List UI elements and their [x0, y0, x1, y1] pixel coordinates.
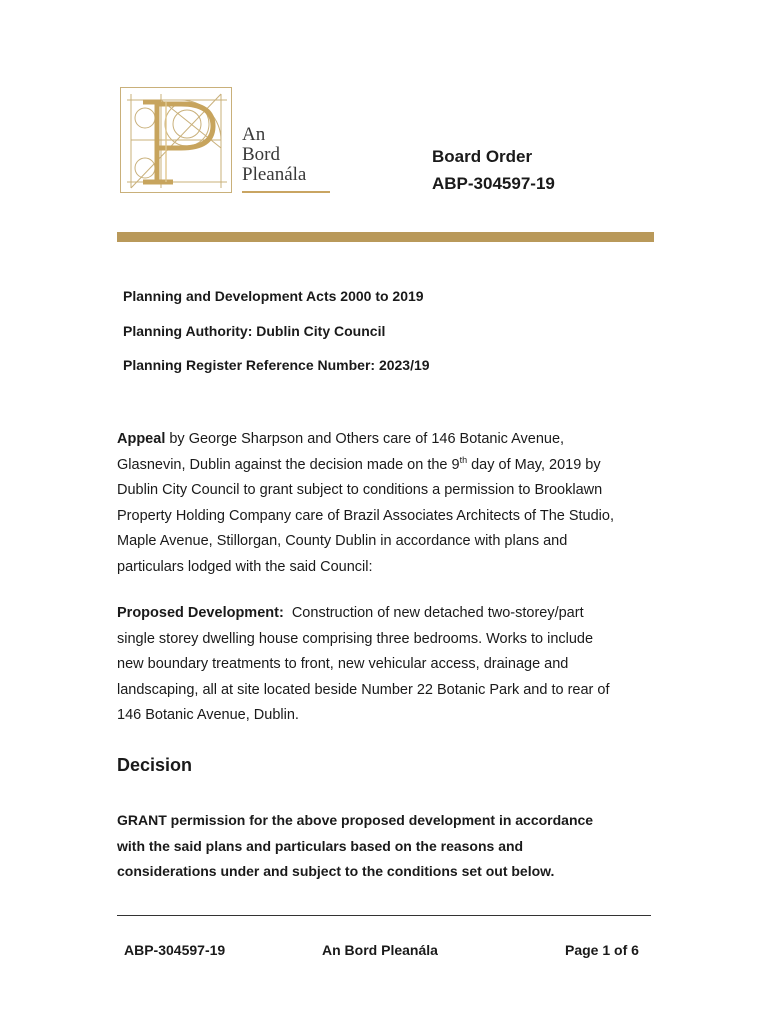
appeal-line-5: Maple Avenue, Stillorgan, County Dublin in accordance with plans and [117, 533, 568, 549]
decision-line-3: considerations under and subject to the conditions set out below. [117, 863, 555, 879]
logo-word-2: Bord [242, 144, 280, 165]
proposed-development-paragraph [117, 601, 662, 729]
register-reference-line: Planning Register Reference Number: 2023/19 [123, 357, 430, 373]
appeal-paragraph [117, 427, 662, 580]
authority-line: Planning Authority: Dublin City Council [123, 322, 386, 339]
appeal-label: Appeal [117, 431, 166, 447]
acts-line: Planning and Development Acts 2000 to 2019 [123, 288, 424, 304]
document-reference: ABP-304597-19 [432, 174, 555, 193]
proposed-line-5: 146 Botanic Avenue, Dublin. [117, 707, 299, 723]
footer-divider [117, 915, 651, 916]
appeal-line-1: by George Sharpson and Others care of 146 Botanic Avenue, [165, 431, 565, 447]
appeal-line-3: Dublin City Council to grant subject to conditions a permission to Brooklawn [117, 482, 603, 498]
appeal-line-2-start: Glasnevin, Dublin against the decision made on the 9 [117, 456, 460, 473]
logo-word-1: An [242, 124, 266, 145]
proposed-line-1: Construction of new detached two-storey/part [283, 605, 584, 621]
proposed-label: Proposed Development: [117, 605, 284, 621]
appeal-line-2-end: day of May, 2019 by [467, 456, 601, 473]
planning-meta [123, 286, 430, 390]
proposed-line-2: single storey dwelling house comprising three bedrooms. Works to include [117, 630, 594, 647]
document-title-block [432, 143, 555, 197]
proposed-line-3: new boundary treatments to front, new vehicular access, drainage and [117, 656, 569, 672]
logo-word-3: Pleanála [242, 164, 307, 185]
logo-wordmark [242, 125, 306, 185]
footer-organisation: An Bord Pleanála [322, 942, 438, 958]
decision-line-1: GRANT permission for the above proposed development in accordance [117, 812, 594, 828]
proposed-line-4: landscaping, all at site located beside Number 22 Botanic Park and to rear of [117, 681, 610, 698]
decision-line-2: with the said plans and particulars based on the reasons and [117, 837, 524, 854]
logo-emblem-icon [120, 87, 232, 193]
appeal-line-6: particulars lodged with the said Council: [117, 558, 373, 575]
organisation-logo [120, 87, 335, 197]
document-type: Board Order [432, 147, 533, 166]
decision-heading: Decision [117, 755, 193, 775]
logo-underline [242, 191, 330, 193]
decision-text [117, 808, 593, 885]
footer-page-number: Page 1 of 6 [565, 942, 639, 958]
ordinal-suffix: th [459, 454, 468, 465]
header-divider-bar [117, 232, 654, 242]
appeal-line-4: Property Holding Company care of Brazil Associates Architects of The Studio, [117, 507, 615, 524]
footer-reference: ABP-304597-19 [124, 942, 226, 958]
